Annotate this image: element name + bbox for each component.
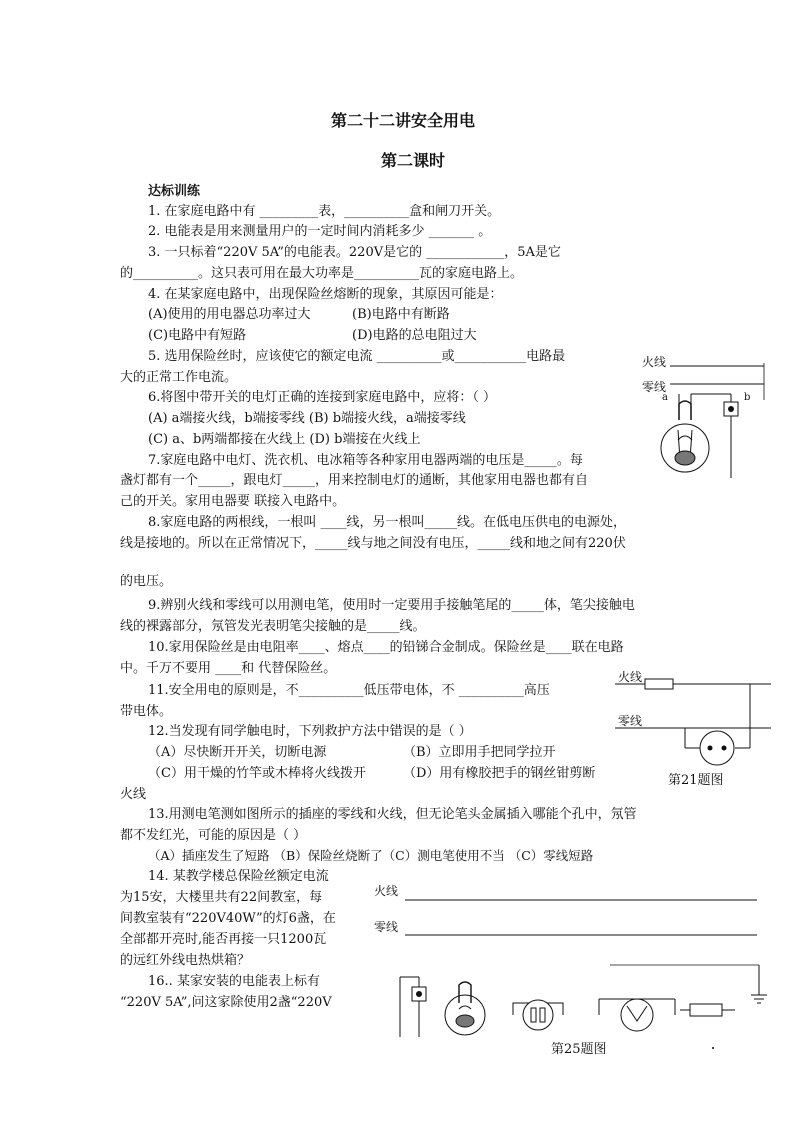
- question-line: 间教室装有“220V40W”的灯6盏，在: [120, 911, 336, 926]
- question-line: 都不发红光，可能的原因是（ ）: [120, 828, 307, 843]
- option: (A) a端接火线，b端接零线 (B) b端接火线，a端接零线: [148, 411, 466, 426]
- question-line: 线的裸露部分，氖管发光表明笔尖接触的是_____线。: [120, 619, 426, 634]
- fire-line-label: 火线: [374, 884, 399, 898]
- fire-line-label: 火线: [642, 355, 667, 369]
- question-line: 7.家庭电路中电灯、洗衣机、电冰箱等各种家用电器两端的电压是_____。每: [148, 453, 583, 468]
- zero-line-label: 零线: [642, 380, 667, 394]
- question-line: 4. 在某家庭电路中，出现保险丝熔断的现象，其原因可能是：: [148, 287, 503, 302]
- question-line: 为15安，大楼里共有22间教室，每: [120, 890, 323, 905]
- zero-line-label: 零线: [374, 920, 399, 934]
- question-line: 14. 某教学楼总保险丝额定电流: [148, 869, 329, 884]
- page-subtitle: 第二课时: [381, 151, 446, 170]
- question-line: 3. 一只标着“220V 5A”的电能表。220V是它的 ____________，5A是它: [148, 245, 561, 260]
- zero-line-label: 零线: [618, 714, 643, 728]
- figure-25-caption: 第25题图: [551, 1042, 607, 1057]
- question-line: 盏灯都有一个_____，跟电灯_____，用来控制电灯的通断，其他家用电器也都有自: [120, 473, 589, 488]
- figure-21-circuit: [615, 670, 775, 770]
- figure-25-circuit: [395, 895, 775, 1055]
- option: (C)电路中有短路: [148, 328, 247, 343]
- question-line: 12.当发现有同学触电时，下列救护方法中错误的是（ ）: [148, 724, 472, 739]
- question-line: 的远红外线电热烘箱？: [120, 953, 251, 968]
- option: （A）插座发生了短路 （B）保险丝烧断了（C）测电笔使用不当 （C）零线短路: [148, 848, 594, 863]
- question-line: 大的正常工作电流。: [120, 370, 238, 385]
- question-line: 6.将图中带开关的电灯正确的连接到家庭电路中，应将：（ ）: [148, 390, 497, 405]
- question-line: 1. 在家庭电路中有 _________表，__________盒和闸刀开关。: [148, 204, 501, 219]
- section-heading: 达标训练: [148, 184, 201, 199]
- question-line: 的__________。这只表可用在最大功率是__________瓦的家庭电路上。: [120, 266, 524, 281]
- question-line: 的电压。: [120, 574, 173, 589]
- figure-6-circuit: [640, 360, 770, 485]
- option: （A）尽快断开开关，切断电源: [148, 745, 327, 760]
- question-line: 线是接地的。所以在正常情况下，_____线与地之间没有电压，_____线和地之间有220伏: [120, 536, 626, 551]
- question-line: 9.辨别火线和零线可以用测电笔，使用时一定要用手接触笔尾的_____体，笔尖接触电: [148, 598, 635, 613]
- question-line: 13.用测电笔测如图所示的插座的零线和火线，但无论笔头金属插入哪能个孔中，氖管: [148, 807, 637, 822]
- question-line: 带电体。: [120, 704, 173, 719]
- option: （C）用干燥的竹竿或木棒将火线拨开: [148, 766, 366, 781]
- question-line: 5. 选用保险丝时，应该使它的额定电流 __________或___________电路最: [148, 349, 566, 364]
- fire-line-label: 火线: [618, 670, 643, 684]
- terminal-b-label: b: [744, 392, 751, 403]
- question-line: 全部都开亮时,能否再接一只1200瓦: [120, 932, 327, 947]
- option: (D)电路的总电阻过大: [352, 328, 477, 343]
- question-line: 火线: [120, 787, 147, 802]
- option: (A)使用的用电器总功率过大: [148, 307, 311, 322]
- question-line: 2. 电能表是用来测量用户的一定时间内消耗多少 _______ 。: [148, 224, 492, 239]
- option: （D）用有橡胶把手的钢丝钳剪断: [403, 766, 596, 781]
- question-line: 10.家用保险丝是由电阻率____、熔点____的铅锑合金制成。保险丝是____联在电路: [148, 640, 624, 655]
- question-line: 己的开关。家用电器要 联接入电路中。: [120, 494, 346, 509]
- terminal-a-label: a: [662, 392, 668, 403]
- question-line: 16.. 某家安装的电能表上标有: [148, 974, 320, 989]
- question-line: 8.家庭电路的两根线，一根叫 ____线，另一根叫_____线。在低电压供电的电源处，: [148, 515, 627, 530]
- question-line: 中。千万不要用 ____和 代替保险丝。: [120, 661, 337, 676]
- figure-21-caption: 第21题图: [668, 773, 724, 788]
- option: (C) a、b两端都接在火线上 (D) b端接在火线上: [148, 432, 421, 447]
- question-line: “220V 5A”,问这家除使用2盏“220V: [120, 995, 332, 1010]
- question-line: 11.安全用电的原则是，不__________低压带电体，不 __________高压: [148, 683, 550, 698]
- option: （B）立即用手把同学拉开: [403, 745, 556, 760]
- option: (B)电路中有断路: [352, 307, 450, 322]
- page-title: 第二十二讲安全用电: [331, 111, 476, 130]
